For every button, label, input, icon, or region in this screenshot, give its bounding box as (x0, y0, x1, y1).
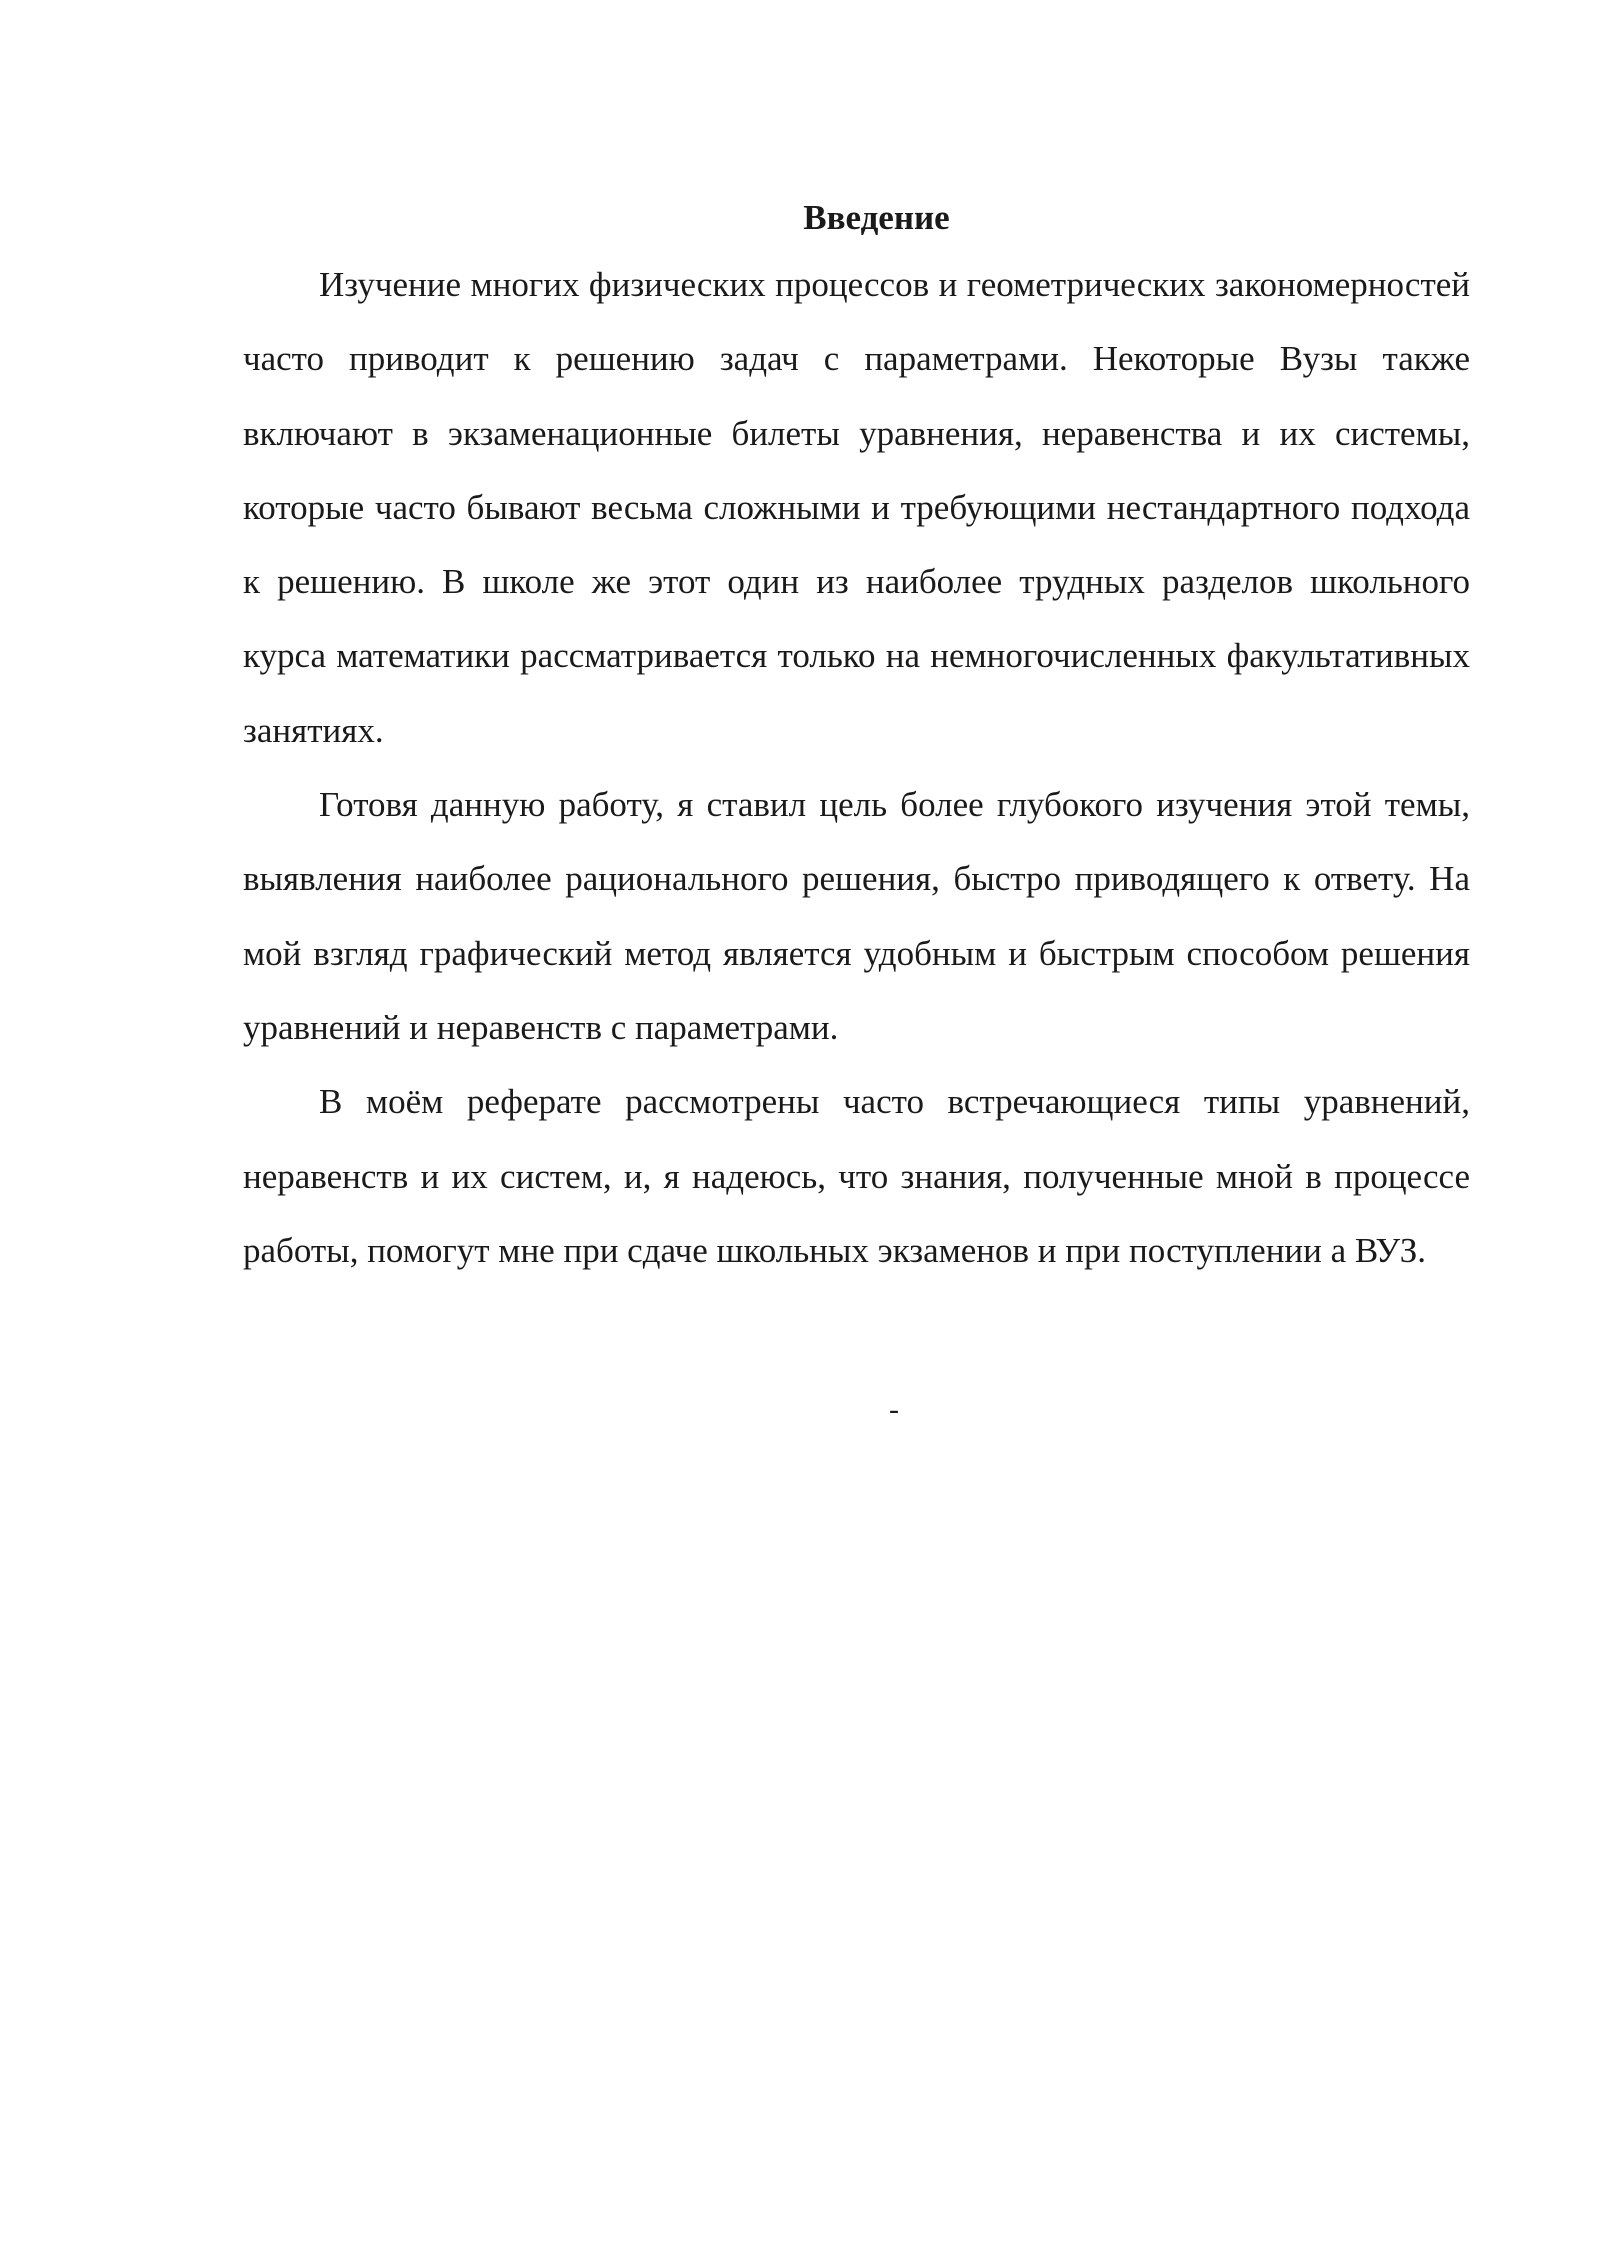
page-title: Введение (803, 198, 950, 237)
paragraph-intro: Изучение многих физических процессов и геометрических закономерностей часто приводит к решению задач с параметрами. Некоторые Вузы также включают в экзаменационные билеты уравнения, неравенства и их системы, которые часто бывают весьма сложными и требующими нестандартного подхода к решению. В школе же этот один из наиболее трудных разделов школьного курса математики рассматривается только на немногочисленных факультативных занятиях. (243, 265, 1479, 750)
document-body (243, 188, 1479, 1288)
paragraph-goal: Готовя данную работу, я ставил цель более глубокого изучения этой темы, выявления наиболее рационального решения, быстро приводящего к ответу. На мой взгляд графический метод является удобным и быстрым способом решения уравнений и неравенств с параметрами. (243, 785, 1479, 1047)
page-marker: - (889, 1393, 899, 1426)
paragraph-summary: В моём реферате рассмотрены часто встречающиеся типы уравнений, неравенств и их систем, и, я надеюсь, что знания, полученные мной в процессе работы, помогут мне при сдаче школьных экзаменов и при поступлении а ВУЗ. (243, 1082, 1479, 1270)
